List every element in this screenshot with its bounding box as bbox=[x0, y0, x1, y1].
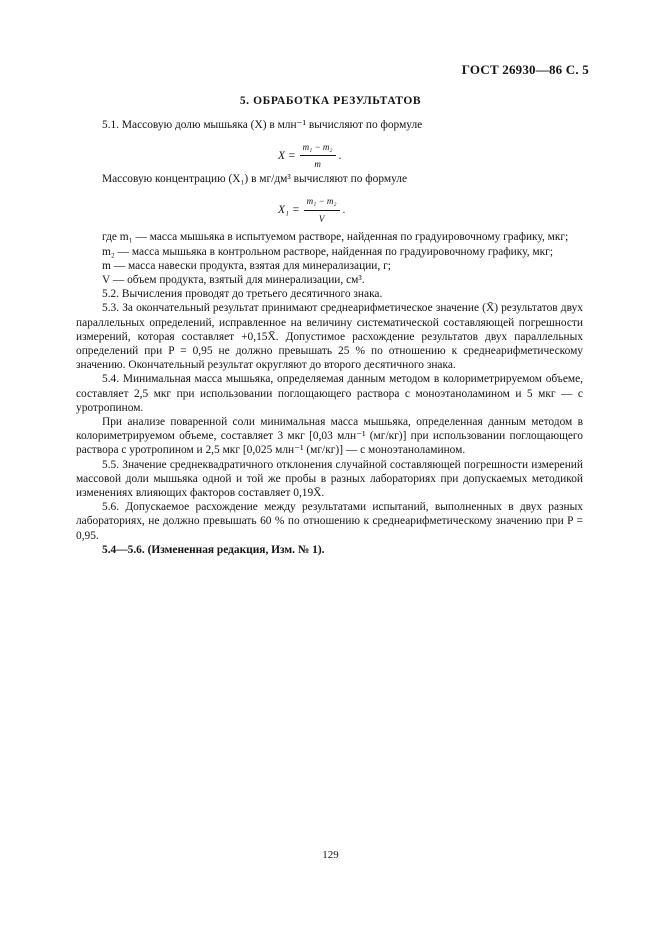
paragraph-5-4: 5.4. Минимальная масса мышьяка, определяемая данным методом в колориметрируемом объеме, составляет 2,5 мкг при использовании поглощающего раствора с моноэтаноламином и 5 мкг — с уротропином. bbox=[76, 373, 583, 414]
section-title: 5. ОБРАБОТКА РЕЗУЛЬТАТОВ bbox=[239, 95, 422, 107]
formula-numerator: m₁ − m₂ bbox=[304, 194, 340, 210]
formula-denominator: m bbox=[314, 159, 321, 170]
page-header: ГОСТ 26930—86 С. 5 bbox=[461, 62, 589, 77]
formula-lhs: X₁ = bbox=[278, 204, 300, 216]
paragraph-5-5: 5.5. Значение среднеквадратичного отклонения случайной составляющей погрешности измерений массовой доли мышьяка одной и той же пробы в разных лабораториях при допускаемых методикой изменениях влияющих факторов составляет 0,19X̄. bbox=[76, 458, 583, 500]
document-body bbox=[76, 118, 583, 557]
paragraph-5-3: 5.3. За окончательный результат принимают среднеарифметическое значение (X̄) результатов двух параллельных определений, исправленное на величину систематической составляющей погрешности измерений, которая составляет +0,15X̄. Допустимое расхождение результатов двух параллельных определений при P = 0,95 не должно превышать 25 % по отношению к среднеарифметическому значению. Окончательный результат округляют до второго десятичного знака. bbox=[76, 302, 583, 372]
definition-m2: m₂ — масса мышьяка в контрольном растворе, найденная по градуировочному графику, мкг; bbox=[102, 245, 553, 258]
formula-mass-concentration: X₁ = $\frac{\text{m₁ − m₂}}{V}$ . bbox=[76, 186, 583, 226]
definition-m1: где m₁ — масса мышьяка в испытуемом растворе, найденная по градуировочному графику, мкг; bbox=[102, 231, 569, 244]
formula-numerator: m₁ − m₂ bbox=[300, 140, 336, 156]
paragraph-5-1: 5.1. Массовую долю мышьяка (X) в млн⁻¹ вычисляют по формуле bbox=[102, 119, 423, 131]
formula-lhs: X = bbox=[278, 149, 296, 162]
paragraph-concentration: Массовую концентрацию (X₁) в мг/дм³ вычисляют по формуле bbox=[102, 173, 408, 186]
formula-denominator: V bbox=[318, 213, 325, 224]
page-number: 129 bbox=[322, 849, 339, 861]
formula-mass-fraction: X = $\frac{\text{m₁ − m₂}}{m}$ . bbox=[76, 132, 583, 172]
paragraph-5-6: 5.6. Допускаемое расхождение между результатами испытаний, выполненных в двух разных лабораториях, не должно превышать 60 % по отношению к среднеарифметическому значению при P = 0,95. bbox=[76, 501, 583, 542]
paragraph-edit-note: 5.4—5.6. (Измененная редакция, Изм. № 1). bbox=[102, 543, 325, 556]
definition-m: m — масса навески продукта, взятая для минерализации, г; bbox=[102, 259, 391, 272]
paragraph-5-2: 5.2. Вычисления проводят до третьего десятичного знака. bbox=[102, 288, 383, 301]
definition-v: V — объем продукта, взятый для минерализации, см³. bbox=[102, 274, 365, 287]
paragraph-salt: При анализе поваренной соли минимальная масса мышьяка, определенная данным методом в колориметрируемом объеме, составляет 3 мкг [0,03 млн⁻¹ (мг/кг)] при использовании поглощающего раствора с уротропином и 2,5 мкг [0,025 млн⁻¹ (мг/кг)] — с моноэтаноламином. bbox=[76, 416, 583, 457]
